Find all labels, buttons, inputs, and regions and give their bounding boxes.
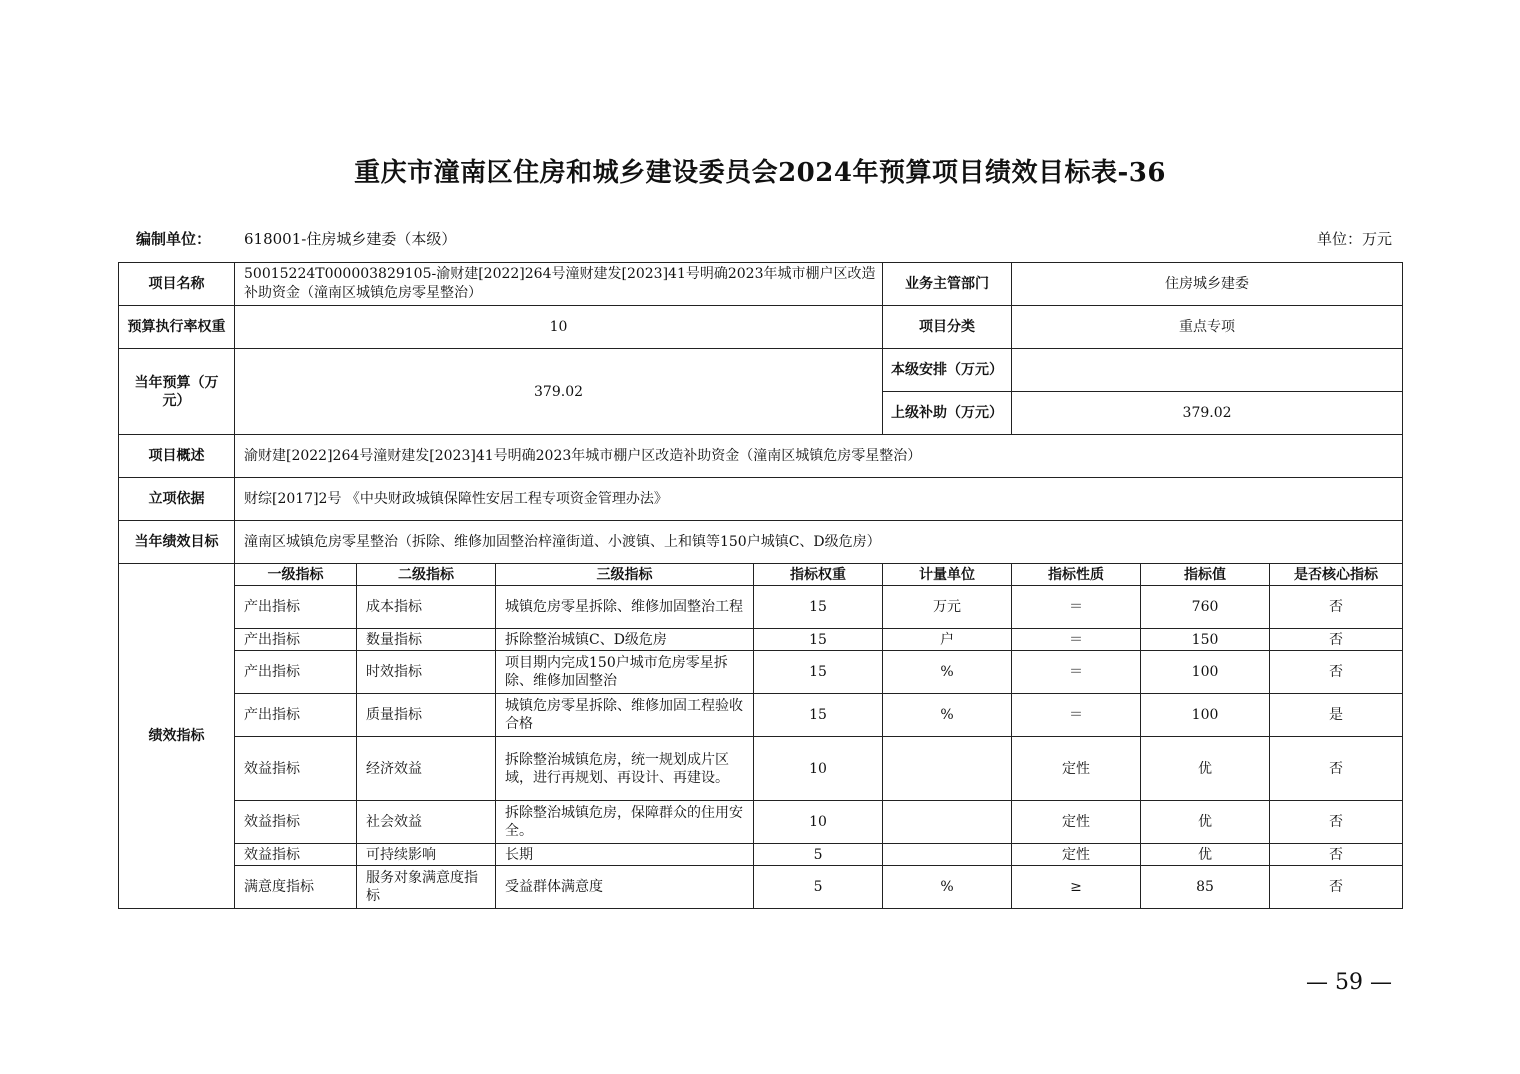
upper-value: 379.02 — [1012, 392, 1403, 435]
exec-weight-value: 10 — [235, 306, 883, 349]
indicator-core: 是 — [1270, 694, 1403, 737]
summary-value: 渝财建[2022]264号潼财建发[2023]41号明确2023年城市棚户区改造补助资金（潼南区城镇危房零星整治） — [235, 435, 1403, 478]
indicator-level3: 城镇危房零星拆除、维修加固工程验收合格 — [496, 694, 754, 737]
indicator-unit: % — [883, 866, 1012, 909]
row-summary — [119, 435, 1403, 478]
project-name-value: 50015224T000003829105-渝财建[2022]264号潼财建发[2023]41号明确2023年城市棚户区改造补助资金（潼南区城镇危房零星整治） — [235, 263, 883, 306]
indicator-row — [119, 694, 1403, 737]
indicator-row — [119, 651, 1403, 694]
indicator-unit: 万元 — [883, 586, 1012, 629]
indicator-level1: 效益指标 — [235, 737, 357, 801]
indicator-level1: 效益指标 — [235, 801, 357, 844]
indicator-weight: 15 — [754, 586, 883, 629]
indicator-level3: 拆除整治城镇危房，统一规划成片区域，进行再规划、再设计、再建设。 — [496, 737, 754, 801]
indicator-row — [119, 866, 1403, 909]
indicator-level3: 受益群体满意度 — [496, 866, 754, 909]
indicator-level2: 时效指标 — [357, 651, 496, 694]
row-project-name — [119, 263, 1403, 306]
indicator-value: 100 — [1141, 651, 1270, 694]
indicator-core: 否 — [1270, 629, 1403, 651]
indicator-value: 优 — [1141, 801, 1270, 844]
indicator-value: 150 — [1141, 629, 1270, 651]
header-unit: 计量单位 — [883, 564, 1012, 586]
indicators-section-label: 绩效指标 — [119, 564, 235, 909]
indicator-level2: 社会效益 — [357, 801, 496, 844]
indicator-level1: 效益指标 — [235, 844, 357, 866]
indicator-level3: 城镇危房零星拆除、维修加固整治工程 — [496, 586, 754, 629]
indicator-nature: 定性 — [1012, 844, 1141, 866]
indicator-level3: 拆除整治城镇C、D级危房 — [496, 629, 754, 651]
indicator-nature: ＝ — [1012, 694, 1141, 737]
local-label: 本级安排（万元） — [883, 349, 1012, 392]
indicator-level2: 成本指标 — [357, 586, 496, 629]
basis-label: 立项依据 — [119, 478, 235, 521]
indicator-level2: 质量指标 — [357, 694, 496, 737]
basis-value: 财综[2017]2号 《中央财政城镇保障性安居工程专项资金管理办法》 — [235, 478, 1403, 521]
upper-label: 上级补助（万元） — [883, 392, 1012, 435]
indicator-weight: 5 — [754, 866, 883, 909]
header-nature: 指标性质 — [1012, 564, 1141, 586]
indicator-nature: ≥ — [1012, 866, 1141, 909]
org-label — [136, 228, 211, 249]
indicator-nature: 定性 — [1012, 737, 1141, 801]
indicator-value: 优 — [1141, 844, 1270, 866]
org-label-text: 编制单位： — [136, 230, 212, 248]
indicator-header-row — [119, 564, 1403, 586]
indicator-weight: 10 — [754, 737, 883, 801]
header-level3: 三级指标 — [496, 564, 754, 586]
row-basis — [119, 478, 1403, 521]
page-title: 重庆市潼南区住房和城乡建设委员会2024年预算项目绩效目标表-36 — [354, 158, 1166, 188]
indicator-level3: 拆除整治城镇危房，保障群众的住用安全。 — [496, 801, 754, 844]
indicator-weight: 5 — [754, 844, 883, 866]
indicator-level1: 产出指标 — [235, 629, 357, 651]
indicator-value: 优 — [1141, 737, 1270, 801]
indicator-level1: 产出指标 — [235, 651, 357, 694]
performance-table — [118, 262, 1403, 909]
indicator-core: 否 — [1270, 801, 1403, 844]
indicator-level1: 满意度指标 — [235, 866, 357, 909]
goal-label: 当年绩效目标 — [119, 521, 235, 564]
indicator-row — [119, 586, 1403, 629]
exec-weight-label: 预算执行率权重 — [119, 306, 235, 349]
currency-unit: 单位：万元 — [1316, 230, 1392, 248]
header-level1: 一级指标 — [235, 564, 357, 586]
indicator-row — [119, 737, 1403, 801]
page-number: — 59 — — [1306, 970, 1392, 995]
category-label: 项目分类 — [883, 306, 1012, 349]
indicator-row — [119, 801, 1403, 844]
dept-value: 住房城乡建委 — [1012, 263, 1403, 306]
row-exec-weight — [119, 306, 1403, 349]
indicator-value: 85 — [1141, 866, 1270, 909]
row-budget-local — [119, 349, 1403, 392]
header-value: 指标值 — [1141, 564, 1270, 586]
indicator-core: 否 — [1270, 651, 1403, 694]
goal-value: 潼南区城镇危房零星整治（拆除、维修加固整治梓潼街道、小渡镇、上和镇等150户城镇C、D级危房） — [235, 521, 1403, 564]
category-value: 重点专项 — [1012, 306, 1403, 349]
indicator-unit — [883, 801, 1012, 844]
indicator-level2: 数量指标 — [357, 629, 496, 651]
indicator-level2: 服务对象满意度指标 — [357, 866, 496, 909]
project-name-label: 项目名称 — [119, 263, 235, 306]
indicator-weight: 15 — [754, 694, 883, 737]
row-goal — [119, 521, 1403, 564]
indicator-level1: 产出指标 — [235, 586, 357, 629]
indicator-weight: 15 — [754, 651, 883, 694]
indicator-unit: 户 — [883, 629, 1012, 651]
summary-label: 项目概述 — [119, 435, 235, 478]
indicator-nature: ＝ — [1012, 629, 1141, 651]
dept-label: 业务主管部门 — [883, 263, 1012, 306]
budget-label: 当年预算（万元） — [119, 349, 235, 435]
indicator-nature: ＝ — [1012, 586, 1141, 629]
indicator-value: 100 — [1141, 694, 1270, 737]
indicator-nature: 定性 — [1012, 801, 1141, 844]
indicator-weight: 15 — [754, 629, 883, 651]
indicator-unit: % — [883, 651, 1012, 694]
indicator-core: 否 — [1270, 866, 1403, 909]
indicator-value: 760 — [1141, 586, 1270, 629]
indicator-unit: % — [883, 694, 1012, 737]
indicator-core: 否 — [1270, 844, 1403, 866]
indicator-level3: 项目期内完成150户城市危房零星拆除、维修加固整治 — [496, 651, 754, 694]
indicator-level2: 经济效益 — [357, 737, 496, 801]
header-level2: 二级指标 — [357, 564, 496, 586]
indicator-level3: 长期 — [496, 844, 754, 866]
indicator-nature: ＝ — [1012, 651, 1141, 694]
indicator-core: 否 — [1270, 586, 1403, 629]
local-value — [1012, 349, 1403, 392]
indicator-row — [119, 629, 1403, 651]
indicator-unit — [883, 844, 1012, 866]
org-value: 618001-住房城乡建委（本级） — [244, 230, 457, 248]
header-core: 是否核心指标 — [1270, 564, 1403, 586]
indicator-core: 否 — [1270, 737, 1403, 801]
indicator-unit — [883, 737, 1012, 801]
indicator-row — [119, 844, 1403, 866]
header-weight: 指标权重 — [754, 564, 883, 586]
indicator-level1: 产出指标 — [235, 694, 357, 737]
budget-value: 379.02 — [235, 349, 883, 435]
indicator-level2: 可持续影响 — [357, 844, 496, 866]
indicator-weight: 10 — [754, 801, 883, 844]
